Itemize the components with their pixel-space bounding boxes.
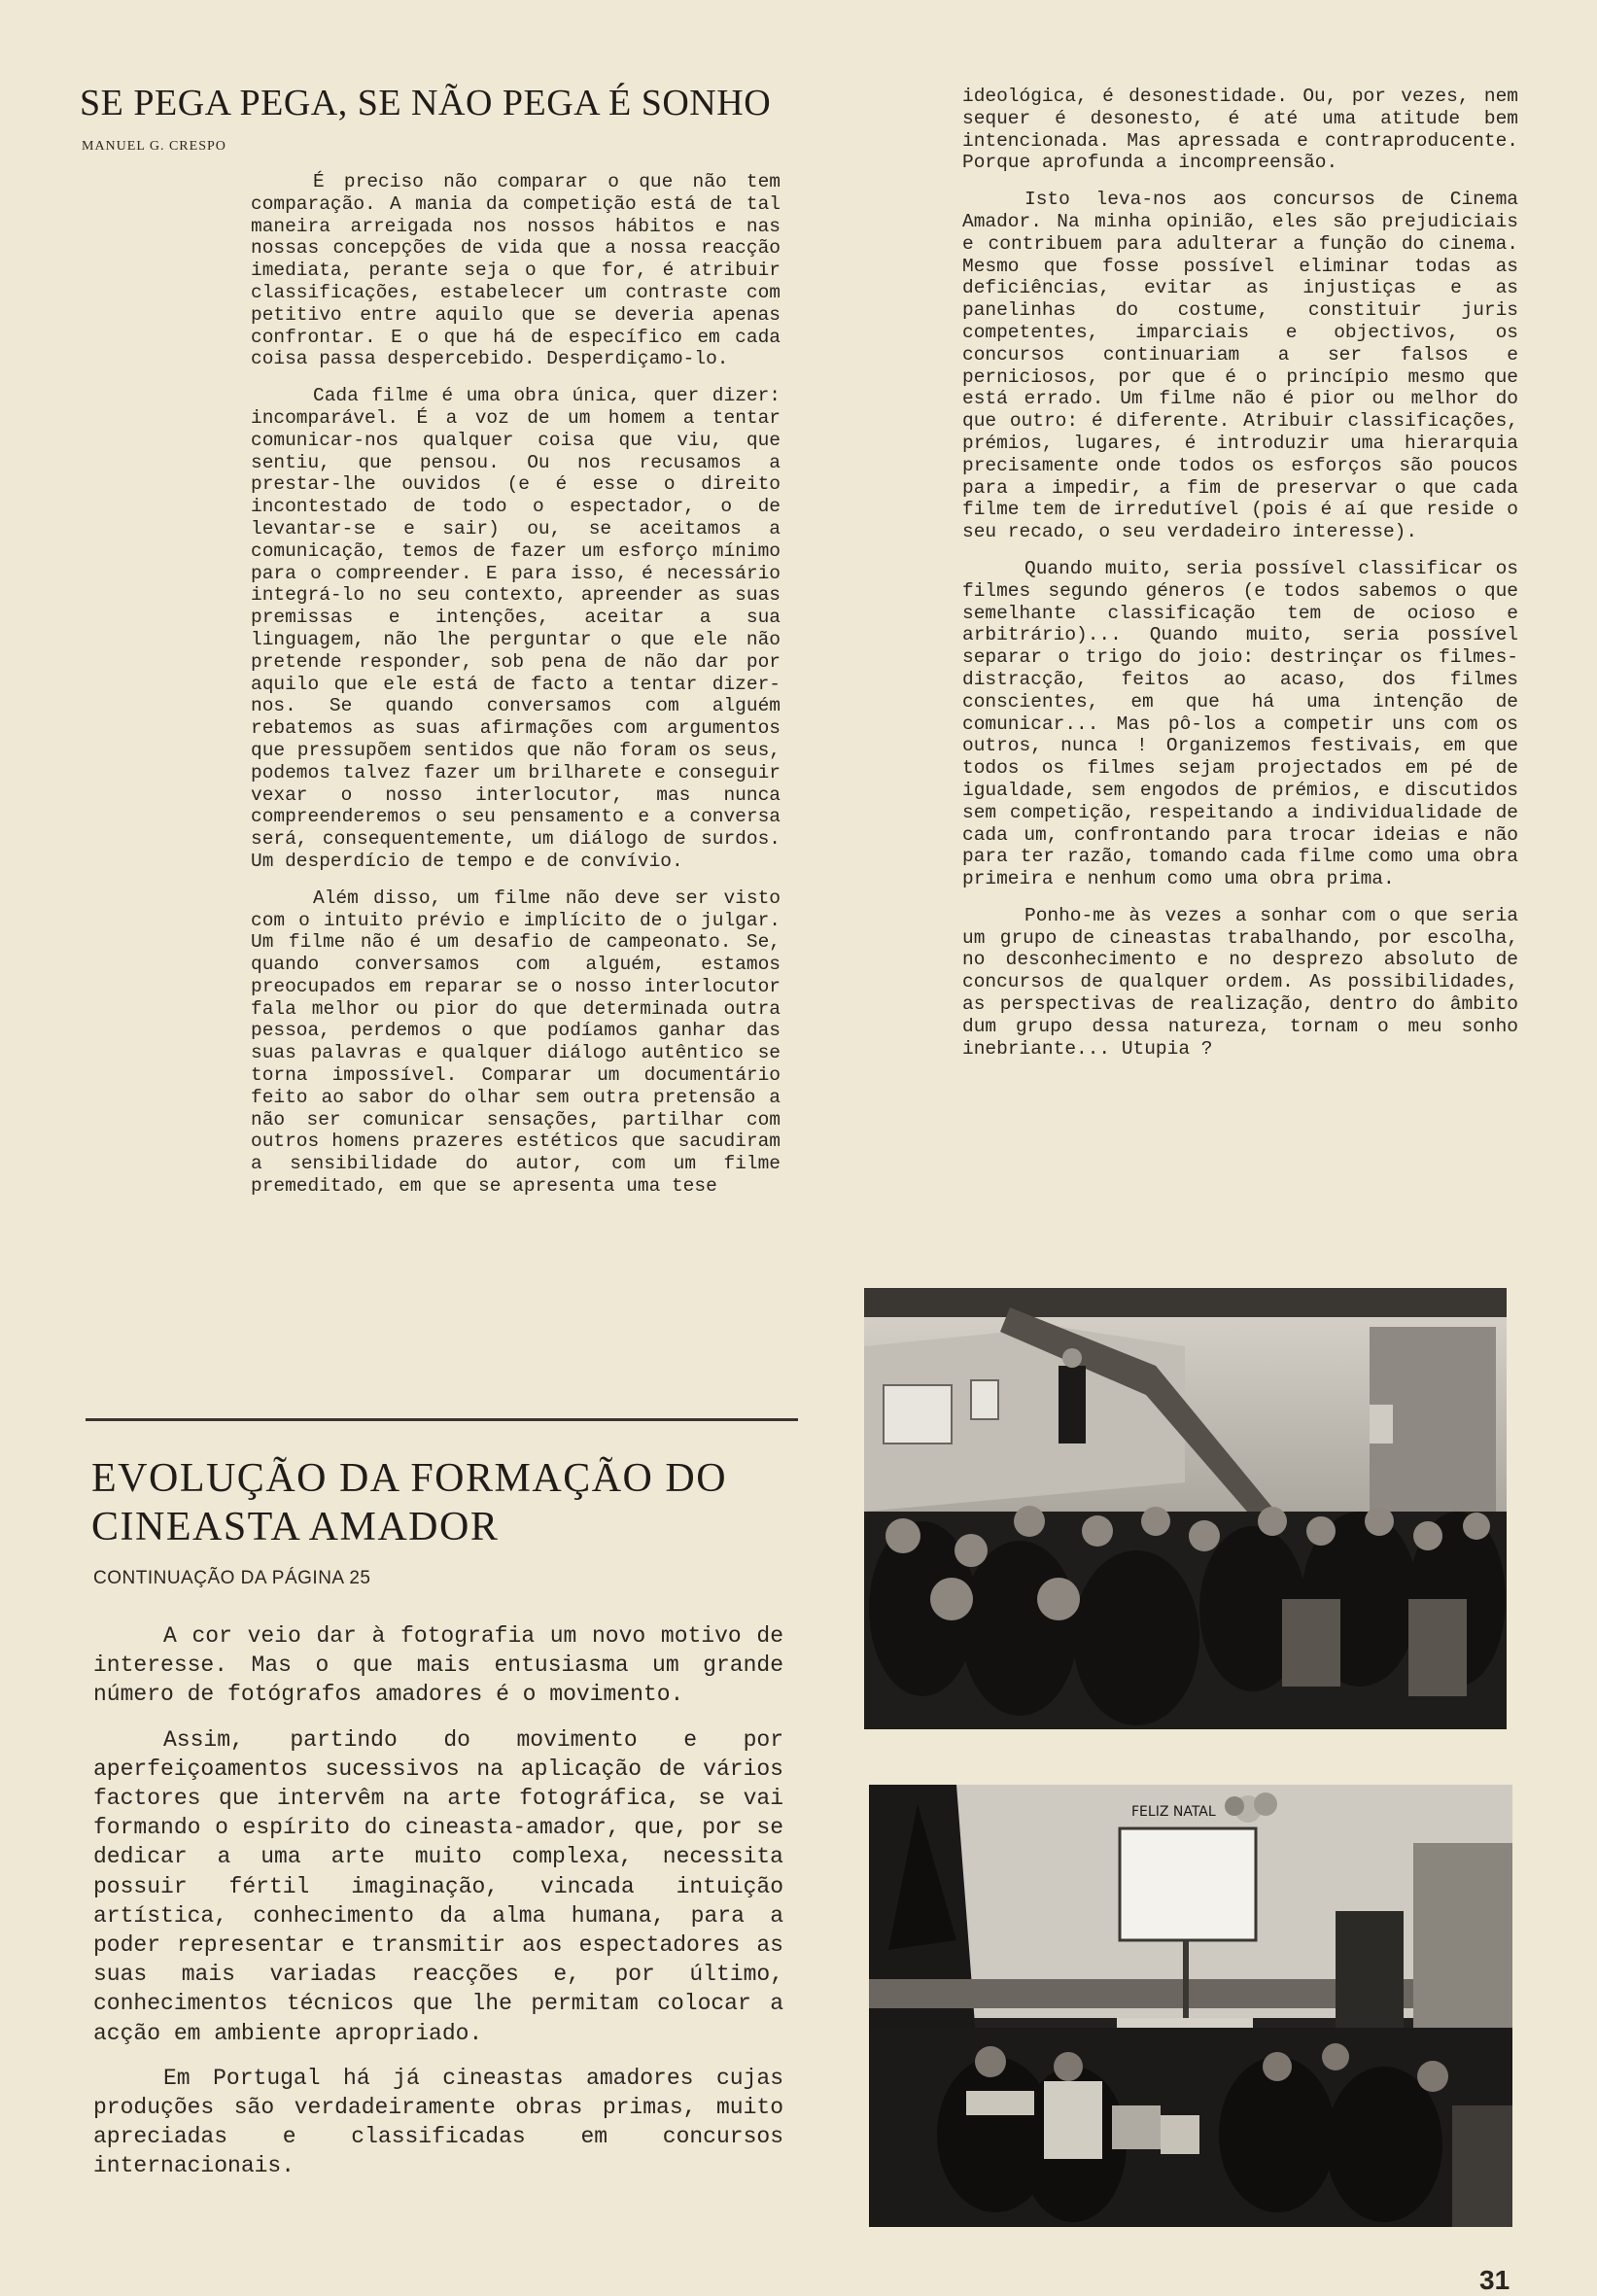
article2-title: EVOLUÇÃO DA FORMAÇÃO DO CINEASTA AMADOR (91, 1456, 728, 1549)
article-title: SE PEGA PEGA, SE NÃO PEGA É SONHO (80, 83, 772, 123)
article1-column-right (962, 86, 1518, 1074)
page-number: 31 (1479, 2265, 1510, 2295)
paragraph: A cor veio dar à fotografia um novo motivo de interesse. Mas o que mais entusiasma um grande número de fotógrafos amadores é o movimento. (93, 1623, 783, 1708)
audience-photo (864, 1288, 1507, 1729)
paragraph: É preciso não comparar o que não tem comparação. A mania da competição está de tal maneira arreigada nos nossos hábitos e nas nossas concepções de vida que a nossa reacção imediata, perante seja o que for, é atribuir classificações, estabelecer um contraste com petitivo entre aquilo que se deveria apenas confrontar. E o que há de específico em cada coisa passa despercebido. Desperdiçamo-lo. (251, 171, 781, 370)
paragraph: Em Portugal há já cineastas amadores cujas produções são verdadeiramente obras primas, muito apreciadas e classificadas em concursos internacionais. (93, 2065, 783, 2179)
article2-body (93, 1621, 783, 2197)
projection-room-photo (869, 1785, 1512, 2227)
article1-column-left (251, 171, 781, 1212)
author-byline: MANUEL G. CRESPO (82, 139, 226, 154)
paragraph: Além disso, um filme não deve ser visto com o intuito prévio e implícito de o julgar. Um filme não é um desafio de campeonato. Se, quando conversamos com alguém, estamos preocupados em reparar se o nosso interlocutor fala melhor ou pior do que determinada outra pessoa, perdemos o que podíamos ganhar das suas palavras e qualquer diálogo autêntico se torna impossível. Comparar um documentário feito ao sabor do olhar sem outra pretensão a não ser comunicar sensações, partilhar com outros homens prazeres estéticos que sacudiram a sensibilidade do autor, com um filme premeditado, em que se apresenta uma tese (251, 887, 781, 1198)
continuation-note: CONTINUAÇÃO DA PÁGINA 25 (93, 1568, 371, 1588)
paragraph: ideológica, é desonestidade. Ou, por vezes, nem sequer é desonesto, é até uma atitude bem intencionada. Mas apressada e contraproducente. Porque aprofunda a incompreensão. (962, 86, 1518, 174)
paragraph: Assim, partindo do movimento e por aperfeiçoamentos sucessivos na aplicação de vários factores que intervêm na arte fotográfica, se vai formando o espírito do cineasta-amador, que, por se dedicar a uma arte muito complexa, necessita possuir fértil imaginação, vincada intuição artística, conhecimento da alma humana, para a poder representar e transmitir aos espectadores as suas mais variadas reacções e, por último, conhecimentos técnicos que lhe permitam colocar a acção em ambiente apropriado. (93, 1726, 783, 2046)
paragraph: Ponho-me às vezes a sonhar com o que seria um grupo de cineastas trabalhando, por escolha, no desconhecimento e no desprezo absoluto de concursos de qualquer ordem. As possibilidades, as perspectivas de realização, dentro do âmbito dum grupo dessa natureza, tornam o meu sonho inebriante... Utupia ? (962, 904, 1518, 1060)
banner-text: FELIZ NATAL (1131, 1804, 1216, 1820)
paragraph: Cada filme é uma obra única, quer dizer: incomparável. É a voz de um homem a tentar comunicar-nos qualquer coisa que viu, que sentiu, que pensou. Ou nos recusamos a prestar-lhe ouvidos (e é esse o direito incontestado de todo o espectador, o de levantar-se e sair) ou, se aceitamos a comunicação, temos de fazer um esforço mínimo para o compreender. E para isso, é necessário integrá-lo no seu contexto, apreender as suas premissas e intenções, aceitar a sua linguagem, não lhe perguntar o que ele não pretende responder, sob pena de não dar por aquilo que ele está de facto a tentar dizer-nos. Se quando conversamos com alguém rebatemos as suas afirmações com argumentos que pressupõem sentidos que não foram os seus, podemos talvez fazer um brilharete e conseguir vexar o nosso interlocutor, mas nunca compreenderemos o seu pensamento e a conversa será, consequentemente, um diálogo de surdos. Um desperdício de tempo e de convívio. (251, 385, 781, 872)
paragraph: Quando muito, seria possível classificar os filmes segundo géneros (e todos sabemos o que semelhante classificação tem de ocioso e arbitrário)... Quando muito, seria possível separar o trigo do joio: destrinçar os filmes-distracção, feitos ao acaso, dos filmes conscientes, em que há uma intenção de comunicar... Mas pô-los a competir uns com os outros, nunca ! Organizemos festivais, em que todos os filmes sejam projectados em pé de igualdade, sem engodos de prémios, e discutidos sem competição, respeitando a individualidade de cada um, confrontando para trocar ideias e não para ter razão, tomando cada filme como uma obra primeira e nenhum como uma obra prima. (962, 557, 1518, 890)
paragraph: Isto leva-nos aos concursos de Cinema Amador. Na minha opinião, eles são prejudiciais e contribuem para adulterar a função do cinema. Mesmo que fosse possível eliminar todas as deficiências, evitar as injustiças e as panelinhas do costume, constituir juris competentes, imparciais e objectivos, os concursos continuariam a ser falsos e perniciosos, por que é o princípio mesmo que está errado. Um filme não é pior ou melhor do que outro: é diferente. Atribuir classificações, prémios, lugares, é introduzir uma hierarquia precisamente onde todos os esforços são poucos para a impedir, a fim de preservar o que cada filme tem de irredutível (pois é aí que reside o seu recado, o seu verdadeiro interesse). (962, 189, 1518, 543)
section-divider (86, 1418, 798, 1421)
